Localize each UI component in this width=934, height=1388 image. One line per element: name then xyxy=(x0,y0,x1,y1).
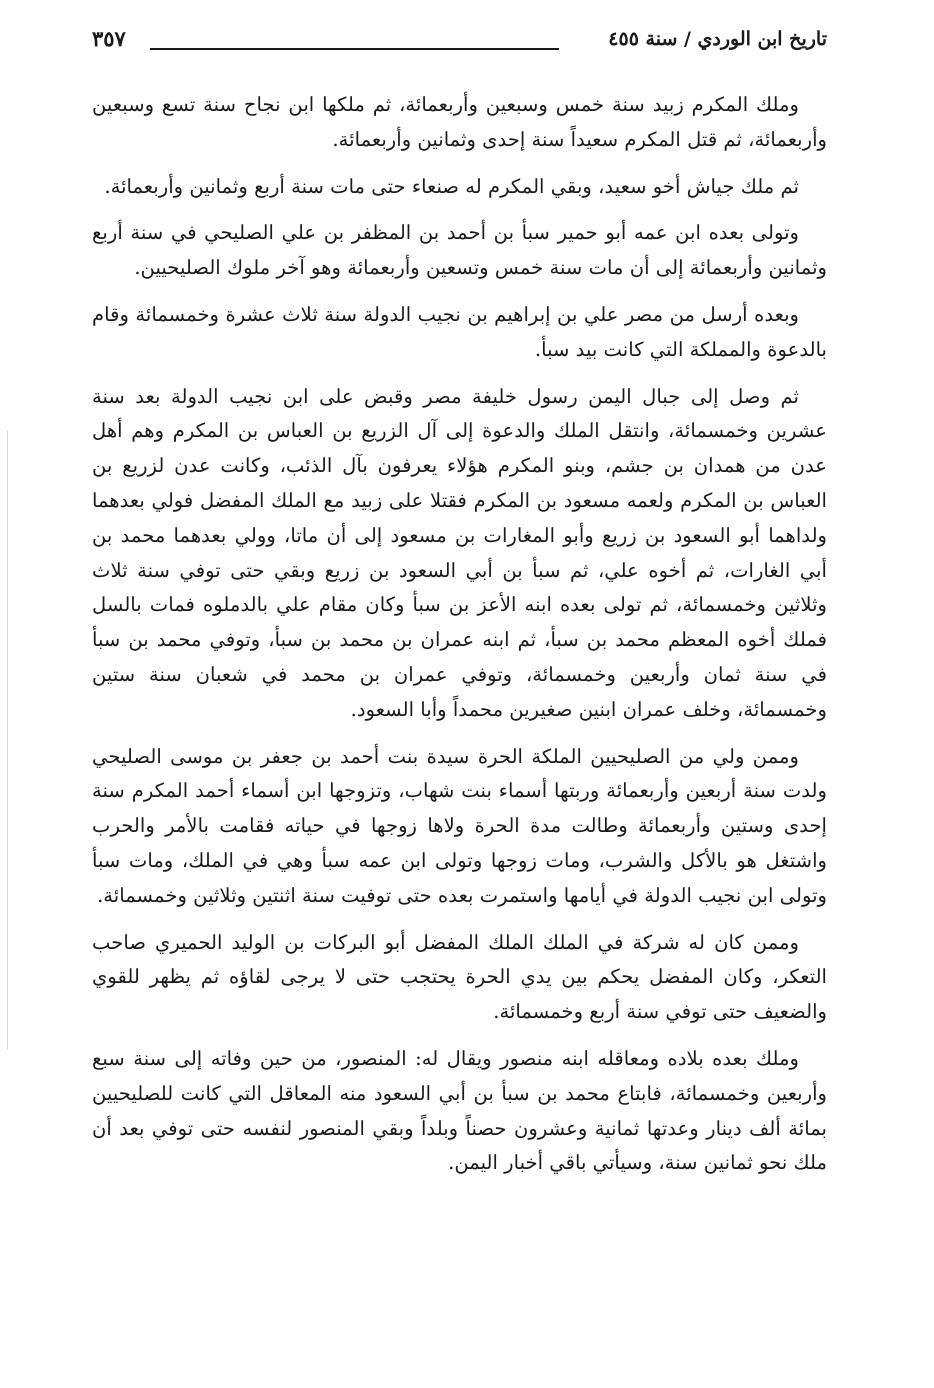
paragraph: وملك بعده بلاده ومعاقله ابنه منصور ويقال له: المنصور، من حين وفاته إلى سنة سبع وأربعين وخمسمائة، فابتاع محمد بن سبأ بن أبي السعود منه المعاقل التي كانت للصليحيين بمائة ألف دينار وعدتها ثمانية وعشرون حصناً وبلداً وبقي المنصور لنفسه حتى توفي بعد أن ملك نحو ثمانين سنة، وسيأتي باقي أخبار اليمن. xyxy=(92,1046,827,1175)
paragraph: وتولى بعده ابن عمه أبو حمير سبأ بن أحمد بن المظفر بن علي الصليحي في سنة أربع وثمانين وأربعمائة إلى أن مات سنة خمس وتسعين وأربعمائة وهو آخر ملوك الصليحيين. xyxy=(92,221,827,280)
running-title: تاريخ ابن الوردي / سنة ٤٥٥ xyxy=(608,28,827,50)
paragraph: ثم وصل إلى جبال اليمن رسول خليفة مصر وقبض على ابن نجيب الدولة بعد سنة عشرين وخمسمائة، وانتقل الملك والدعوة إلى آل الزريع بن العباس بن المكرم وهم أهل عدن من همدان بن جشم، وبنو المكرم هؤلاء يعرفون بآل الذئب، وكانت عدن لزريع بن العباس بن المكرم ولعمه مسعود بن المكرم فقتلا على زبيد مع الملك المفضل فولي بعدهما ولداهما أبو السعود بن زريع وأبو المغارات بن مسعود إلى أن ماتا، وولي بعدهما محمد بن أبي الغارات، ثم أخوه علي، ثم سبأ بن أبي السعود بن زريع وبقي حتى توفي سنة ثلاث وثلاثين وخمسمائة، ثم تولى بعده ابنه الأعز بن سبأ وكان مقام علي بالدملوه فمات بالسل فملك أخوه المعظم محمد بن سبأ، ثم ابنه عمران بن محمد بن سبأ، وتوفي محمد بن سبأ في سنة ثمان وأربعين وخمسمائة، وتوفي عمران بن محمد في شعبان سنة ستين وخمسمائة، وخلف عمران ابنين صغيرين محمداً وأبا السعود. xyxy=(92,384,827,721)
scan-gutter-line xyxy=(7,430,8,1050)
body-text xyxy=(92,88,827,1181)
paragraph: ثم ملك جياش أخو سعيد، وبقي المكرم له صنعاء حتى مات سنة أربع وثمانين وأربعمائة. xyxy=(104,174,799,198)
paragraph: وممن ولي من الصليحيين الملكة الحرة سيدة بنت أحمد بن جعفر بن موسى الصليحي ولدت سنة أربعين وأربعمائة وربتها أسماء بنت شهاب، وتزوجها ابن أسماء أحمد المكرم سنة إحدى وستين وأربعمائة وطالت مدة الحرة ولاها زوجها في حياته فقامت بالأمر والحرب واشتغل هو بالأكل والشرب، ومات زوجها وتولى ابن عمه سبأ وهي في الملك، ومات سبأ وتولى ابن نجيب الدولة في أيامها واستمرت بعده حتى توفيت سنة اثنتين وثلاثين وخمسمائة. xyxy=(92,744,827,907)
header-rule xyxy=(150,48,559,50)
book-page xyxy=(92,22,827,1362)
paragraph: وملك المكرم زبيد سنة خمس وسبعين وأربعمائة، ثم ملكها ابن نجاح سنة تسع وسبعين وأربعمائة، ثم قتل المكرم سعيداً سنة إحدى وثمانين وأربعمائة. xyxy=(92,93,827,151)
paragraph: وبعده أرسل من مصر علي بن إبراهيم بن نجيب الدولة سنة ثلاث عشرة وخمسمائة وقام بالدعوة والمملكة التي كانت بيد سبأ. xyxy=(92,302,827,361)
running-header xyxy=(92,22,827,62)
paragraph: وممن كان له شركة في الملك الملك المفضل أبو البركات بن الوليد الحميري صاحب التعكر، وكان المفضل يحكم بين يدي الحرة يحتجب حتى لا يرجى لقاؤه ثم يظهر للقوي والضعيف حتى توفي سنة أربع وخمسمائة. xyxy=(92,930,827,1024)
page-number: ٣٥٧ xyxy=(92,26,126,51)
